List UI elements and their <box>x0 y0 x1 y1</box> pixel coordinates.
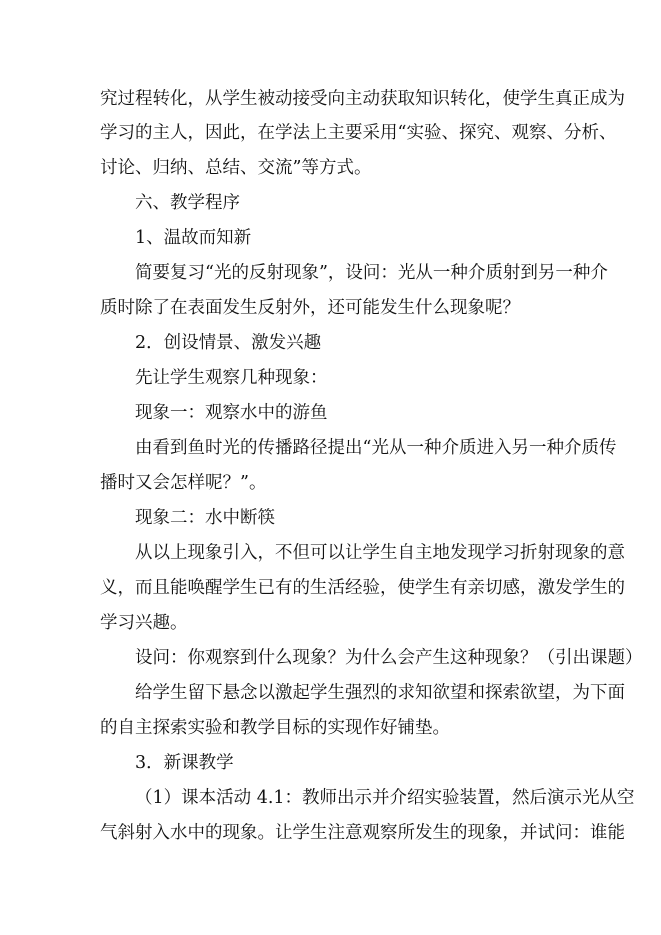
subheading-create-scenario: 2．创设情景、激发兴趣 <box>135 333 322 353</box>
text-line-19: 的自主探索实验和教学目标的实现作好铺垫。 <box>100 718 450 738</box>
text-line-6: 简要复习“光的反射现象”，设问：光从一种介质射到另一种介 <box>135 263 608 283</box>
text-line-17: 设问：你观察到什么现象？为什么会产生这种现象？（引出课题） <box>135 648 643 668</box>
text-line-21: （1）课本活动 4.1：教师出示并介绍实验装置，然后演示光从空 <box>135 788 635 808</box>
text-line-3: 讨论、归纳、总结、交流”等方式。 <box>100 158 372 178</box>
text-line-14: 从以上现象引入，不但可以让学生自主地发现学习折射现象的意 <box>135 543 625 563</box>
text-line-11: 由看到鱼时光的传播路径提出“光从一种介质进入另一种介质传 <box>135 438 617 458</box>
subheading-new-lesson: 3．新课教学 <box>135 753 234 773</box>
text-line-2: 学习的主人，因此，在学法上主要采用“实验、探究、观察、分析、 <box>100 123 617 143</box>
text-line-16: 学习兴趣。 <box>100 613 188 633</box>
text-line-22: 气斜射入水中的现象。让学生注意观察所发生的现象，并试问：谁能 <box>100 823 625 843</box>
phenomenon-two: 现象二：水中断筷 <box>135 508 275 528</box>
text-line-7: 质时除了在表面发生反射外，还可能发生什么现象呢？ <box>100 298 520 318</box>
text-line-1: 究过程转化，从学生被动接受向主动获取知识转化，使学生真正成为 <box>100 89 625 109</box>
subheading-review: 1、温故而知新 <box>135 228 252 248</box>
section-heading-teaching-procedure: 六、教学程序 <box>135 193 240 213</box>
text-line-9: 先让学生观察几种现象： <box>135 368 328 388</box>
text-line-18: 给学生留下悬念以激起学生强烈的求知欲望和探索欲望，为下面 <box>135 683 625 703</box>
phenomenon-one: 现象一：观察水中的游鱼 <box>135 403 328 423</box>
text-line-15: 义，而且能唤醒学生已有的生活经验，使学生有亲切感，激发学生的 <box>100 578 625 598</box>
text-line-12: 播时又会怎样呢？”。 <box>100 473 267 493</box>
